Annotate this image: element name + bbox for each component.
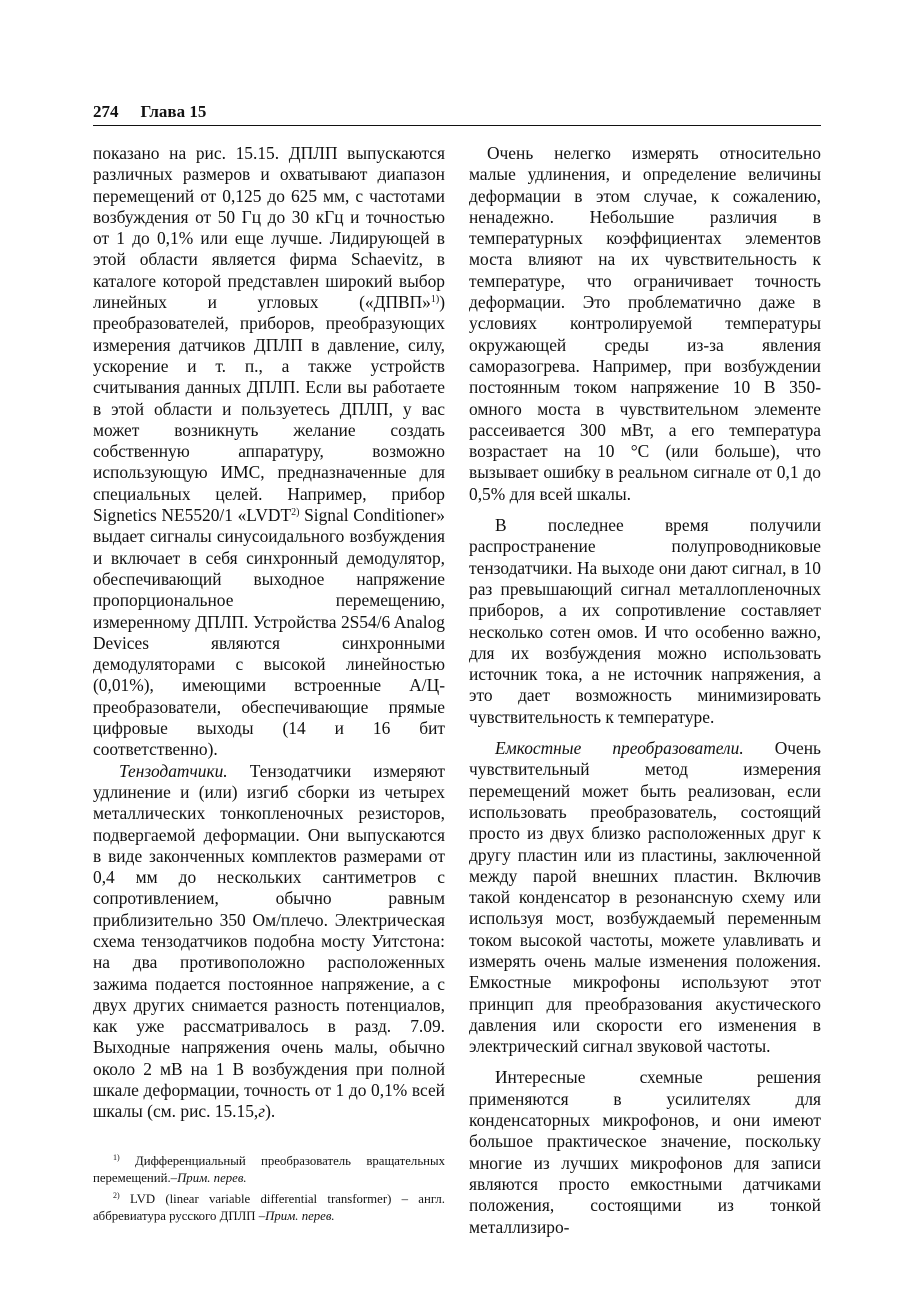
paragraph-strain-gauges: Тензодатчики. Тензодатчики измеряют удлинение и (или) изгиб сборки из четырех металлических тонкопленочных резисторов, подвергаемой деформации. Они выпускаются в виде законченных комплектов размерами от 0,4 мм до нескольких сантиметров с сопротивлением, обычно равным приблизительно 350 Ом/плечо. Электрическая схема тензодатчиков подобна мосту Уитстона: на два противоположно расположенных зажима подается постоянное напряжение, а с двух других снимается разность потенциалов, как уже рассматривалось в разд. 7.09. Выходные напряжения очень малы, обычно около 2 мВ на 1 В возбуждения при полной шкале деформации, точность от 1 до 0,1% всей шкалы (см. рис. 15.15,г).	[93, 760, 445, 1122]
paragraph: показано на рис. 15.15. ДПЛП выпускаются различных размеров и охватывают диапазон перемещений от 0,125 до 625 мм, с частотами возбуждения от 50 Гц до 30 кГц и точностью от 1 до 0,1% или еще лучше. Лидирующей в этой области является фирма Schaevitz, в каталоге которой представлен широкий выбор линейных и угловых («ДПВП»$^{1)}$) преобразователей, приборов, преобразующих измерения датчиков ДПЛП в давление, силу, ускорение и т. п., а также устройств считывания данных ДПЛП. Если вы работаете в этой области и пользуетесь ДПЛП, у вас может возникнуть желание создать собственную аппаратуру, возможно использующую ИМС, предназначенные для специальных целей. Например, прибор Signetics NE5520/1 «LVDT$^{2)}$ Signal Conditioner» выдает сигналы синусоидального возбуждения и включает в себя синхронный демодулятор, обеспечивающий выходное напряжение пропорциональное перемещению, измеренному ДПЛП. Устройства 2S54/6 Analog Devices являются синхронными демодуляторами с высокой линейностью (0,01%), имеющими встроенные А/Ц-преобразователи, обеспечивающие прямые цифровые выходы (14 и 16 бит соответственно).	[93, 143, 445, 760]
section-run-in-title: Емкостные преобразователи.	[495, 738, 744, 759]
footnote-ref-2: 2)	[291, 507, 300, 519]
left-column	[93, 143, 445, 1229]
paragraph: Интересные схемные решения применяются в усилителях для конденсаторных микрофонов, и они имеют большое практическое значение, поскольку многие из лучших микрофонов для записи являются просто емкостными датчиками положения, состоящими из тонкой металлизиро-	[469, 1067, 821, 1237]
footnote-2: $^{2)}$ LVD (linear variable differential transformer) – англ. аббревиатура русского ДПЛП –Прим. перев.	[93, 1190, 445, 1223]
paragraph-capacitive: Емкостные преобразователи. Очень чувствительный метод измерения перемещений может быть реализован, если использовать преобразователь, состоящий просто из двух близко расположенных друг к другу пластин или из пластины, заключенной между парой внешних пластин. Включив такой конденсатор в резонансную схему или используя мост, возбуждаемый переменным током высокой частоты, можете улавливать и измерять очень малые изменения положения. Емкостные микрофоны используют этот принцип для преобразования акустического давления или скорости его изменения в электрический сигнал звуковой частоты.	[469, 738, 821, 1057]
paragraph: В последнее время получили распространение полупроводниковые тензодатчики. На выходе они дают сигнал, в 10 раз превышающий сигнал металлопленочных приборов, а их сопротивление составляет несколько сотен омов. И что особенно важно, для их возбуждения можно использовать источник тока, а не источник напряжения, а это дает возможность минимизировать чувствительность к температуре.	[469, 515, 821, 727]
paragraph: Очень нелегко измерять относительно малые удлинения, и определение величины деформации в этом случае, к сожалению, ненадежно. Небольшие различия в температурных коэффициентах элементов моста влияют на их чувствительность к температуре, что ограничивает точность деформации. Это проблематично даже в условиях контролируемой температуры окружающей среды из-за явления саморазогрева. Например, при возбуждении постоянным током напряжение 10 В 350-омного моста в чувствительном элементе рассеивается 300 мВт, а его температура возрастает на 10 °С (или больше), что вызывает ошибку в реальном сигнале от 0,1 до 0,5% для всей шкалы.	[469, 143, 821, 504]
footnote-ref-1: 1)	[430, 294, 440, 306]
footnote-1: $^{1)}$ Дифференциальный преобразователь вращательных перемещений.–Прим. перев.	[93, 1152, 445, 1185]
footnotes	[93, 1153, 445, 1225]
section-run-in-title: Тензодатчики.	[119, 760, 228, 781]
running-header	[93, 101, 821, 126]
page-number: 274	[93, 102, 119, 121]
right-column	[469, 143, 821, 1238]
chapter-title: Глава 15	[140, 102, 207, 121]
